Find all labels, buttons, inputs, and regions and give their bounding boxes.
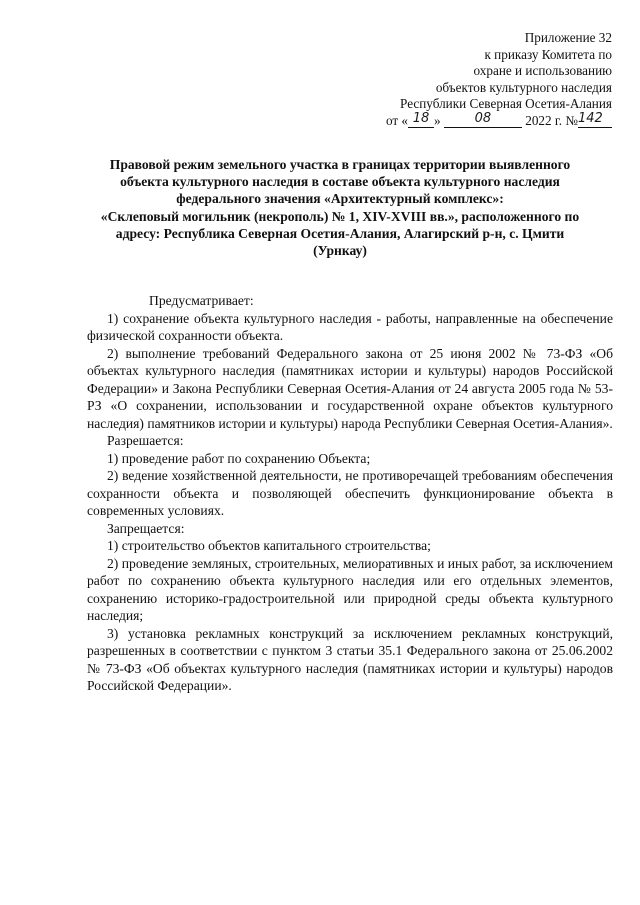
appendix-line-3: охране и использованию [473, 63, 612, 79]
order-date-line [385, 110, 612, 130]
forbidden-item-1: 1) строительство объектов капитального строительства; [107, 538, 431, 553]
provides-heading: Предусматривает: [149, 293, 254, 308]
appendix-line-5: Республики Северная Осетия-Алания [400, 96, 612, 112]
year-text: 2022 г. № [525, 112, 578, 128]
title-line-5: адресу: Республика Северная Осетия-Алания, Алагирский р-н, с. Цмити [115, 225, 565, 241]
date-prefix: от « [385, 112, 409, 128]
appendix-line-2: к приказу Комитета по [484, 46, 612, 62]
title-line-3: федерального значения «Архитектурный комплекс»: [176, 191, 504, 207]
date-mid: » [434, 112, 441, 128]
handwritten-number: 142 [578, 110, 603, 126]
handwritten-month: 08 [474, 110, 492, 126]
title-line-6: (Урнкау) [313, 243, 367, 259]
appendix-header [386, 30, 612, 130]
appendix-line-1: Приложение 32 [524, 30, 612, 45]
forbidden-item-3: 3) установка рекламных конструкций за исключением рекламных конструкций, разрешенных в соответствии с пунктом 3 статьи 35.1 Федерального закона от 25.06.2002 № 73-ФЗ «Об объектах культурного наследия (памятниках истории и культуры) народов Российской Федерации». [87, 625, 613, 693]
appendix-line-4: объектов культурного наследия [435, 79, 612, 95]
provides-item-1: 1) сохранение объекта культурного наследия - работы, направленные на обеспечение физической сохранности объекта. [87, 310, 613, 343]
forbidden-item-2: 2) проведение земляных, строительных, мелиоративных и иных работ, за исключением работ по сохранению объекта культурного наследия или его отдельных элементов, сохранению историко-градостроительной или природной среды объекта культурного наследия; [87, 555, 613, 623]
provides-item-2: 2) выполнение требований Федерального закона от 25 июня 2002 № 73-ФЗ «Об объектах культурного наследия (памятниках истории и культуры) народов Российской Федерации» и Закона Республики Северная Осетия-Алания от 24 августа 2005 года № 53-РЗ «О сохранении, использовании и государственной охране объектов культурного наследия) памятников истории и культуры) народа Республики Северная Осетия-Алания». [87, 345, 613, 431]
title-line-1: Правовой режим земельного участка в границах территории выявленного [109, 157, 571, 172]
forbidden-heading: Запрещается: [107, 520, 185, 536]
month-field [444, 110, 522, 128]
allowed-heading: Разрешается: [107, 433, 184, 448]
document-body [87, 292, 613, 695]
document-title [66, 156, 614, 259]
title-line-4: «Склеповый могильник (некрополь) № 1, XIV-XVIII вв.», расположенного по [100, 208, 580, 224]
allowed-item-2: 2) ведение хозяйственной деятельности, не противоречащей требованиям обеспечения сохранности объекта и позволяющей обеспечить функционирование объекта в современных условиях. [87, 468, 613, 518]
title-line-2: объекта культурного наследия в составе объекта культурного наследия [120, 174, 560, 190]
handwritten-day: 18 [412, 110, 430, 126]
allowed-item-1: 1) проведение работ по сохранению Объекта; [107, 450, 371, 466]
number-field [578, 110, 612, 128]
day-field [408, 110, 434, 128]
